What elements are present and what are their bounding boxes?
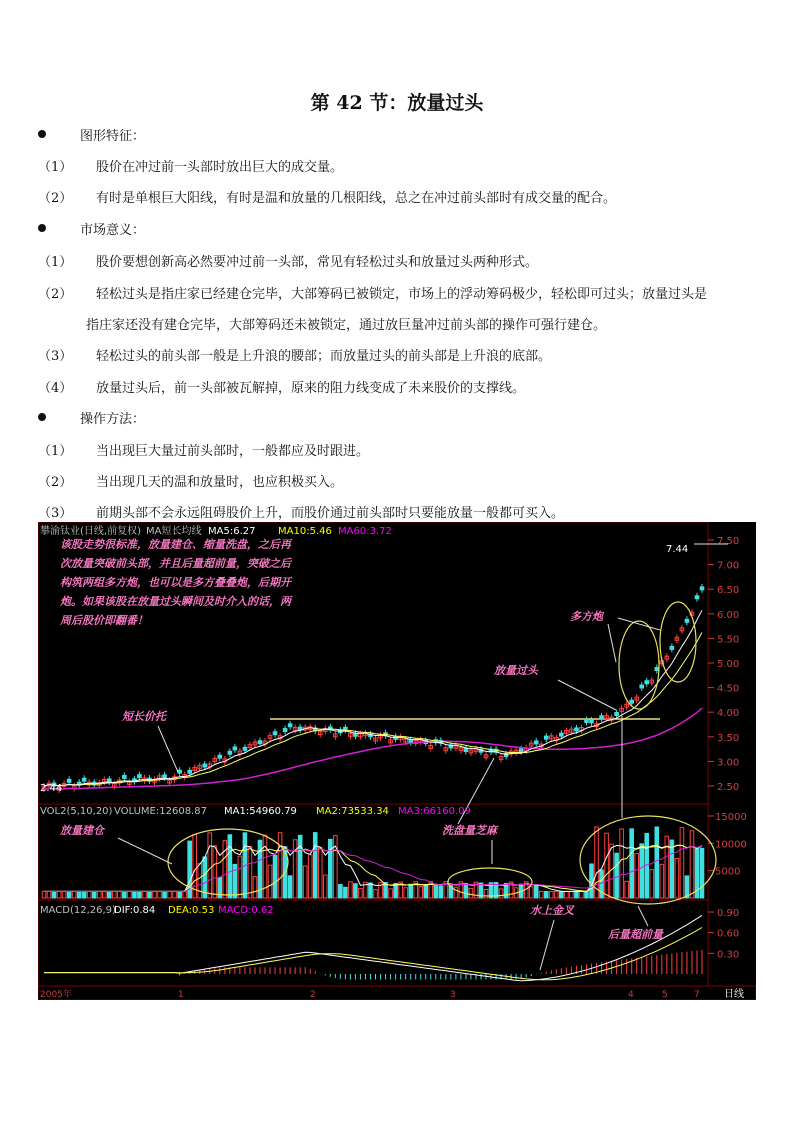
item-number: （1） <box>38 255 73 270</box>
candle-body <box>590 720 594 723</box>
macd-dea: DEA:0.53 <box>168 905 215 916</box>
candle-body <box>640 685 644 688</box>
stock-chart-svg <box>38 522 756 1000</box>
volume-bar <box>434 886 438 898</box>
item-number: （1） <box>38 444 73 459</box>
volume-bar <box>178 891 182 898</box>
price-tick-label: 5.50 <box>717 634 740 646</box>
volume-value: VOLUME:12608.87 <box>114 806 207 817</box>
item-number: （2） <box>38 475 73 490</box>
price-tick-label: 2.50 <box>717 782 740 793</box>
volume-bar <box>123 891 127 898</box>
volume-bar <box>92 891 96 898</box>
candle-body <box>123 775 127 778</box>
volume-bar <box>534 885 538 898</box>
volume-bar <box>424 885 428 898</box>
bullet-icon <box>38 130 46 138</box>
volume-bar <box>685 876 689 898</box>
vol-ma3: MA3:66160.09 <box>398 806 471 817</box>
volume-bar <box>228 835 232 898</box>
annotation-wash: 洗盘量芝麻 <box>442 824 497 837</box>
price-tick-label: 3.00 <box>717 757 740 769</box>
volume-bar <box>575 891 579 898</box>
volume-bar <box>67 891 71 898</box>
candle-body <box>534 741 538 744</box>
volume-bar <box>77 891 81 898</box>
price-tick-label: 4.50 <box>717 683 740 695</box>
candle-body <box>228 751 232 754</box>
candle-body <box>695 596 699 599</box>
volume-bar <box>354 884 358 898</box>
volume-bar <box>107 891 111 898</box>
period-label[interactable]: 日线 <box>724 989 744 1000</box>
annotation-later: 后量超前量 <box>608 928 663 941</box>
low-price-label: 2.44 <box>40 783 63 794</box>
candle-body <box>203 764 207 767</box>
candle-body <box>67 779 71 782</box>
section-heading: 操作方法： <box>80 412 146 427</box>
ma60-value: MA60:3.72 <box>338 526 392 537</box>
item-text: 轻松过头的前头部一般是上升浪的腰部；而放量过头的前头部是上升浪的底部。 <box>96 349 552 364</box>
candle-body <box>519 749 523 752</box>
page-title: 第 42 节：放量过头 <box>310 92 484 114</box>
volume-bar <box>273 855 277 898</box>
item-number: （2） <box>38 287 73 302</box>
item-text: 股价要想创新高必然要冲过前一头部，常见有轻松过头和放量过头两种形式。 <box>96 255 539 270</box>
annotation-line: 该股走势很标准，放量建仓、缩量洗盘，之后再 <box>60 538 291 551</box>
volume-bar <box>163 891 167 898</box>
section-heading: 图形特征： <box>80 129 146 144</box>
candle-body <box>288 724 292 727</box>
high-price-label: 7.44 <box>666 544 689 555</box>
candle-body <box>258 741 262 744</box>
candle-body <box>218 755 222 758</box>
volume-bar <box>655 827 659 898</box>
candle-body <box>685 619 689 622</box>
volume-tick-label: 5000 <box>715 866 741 878</box>
bullet-icon <box>38 413 46 421</box>
candle-body <box>630 700 634 703</box>
item-number: （3） <box>38 506 73 521</box>
candle-body <box>243 747 247 750</box>
item-number: （4） <box>38 381 73 396</box>
ma5-value: MA5:6.27 <box>208 526 256 537</box>
candle-body <box>585 720 589 723</box>
annotation-build: 放量建仓 <box>60 824 104 837</box>
macd-tick-label: 0.30 <box>717 949 740 961</box>
item-text: 股价在冲过前一头部时放出巨大的成交量。 <box>96 160 344 175</box>
item-number: （2） <box>38 191 73 206</box>
volume-bar <box>288 876 292 898</box>
price-tick-label: 7.00 <box>717 560 740 572</box>
price-tick-label: 3.50 <box>717 732 740 744</box>
price-tick-label: 6.00 <box>717 609 740 621</box>
macd-tick-label: 0.90 <box>717 908 740 919</box>
candle-body <box>600 716 604 719</box>
vol-ma2: MA2:73533.34 <box>316 806 389 817</box>
volume-bar <box>369 883 373 898</box>
candle-body <box>544 736 548 739</box>
candle-body <box>560 733 564 736</box>
volume-bar <box>52 891 56 898</box>
macd-dif: DIF:0.84 <box>114 905 156 916</box>
item-text: 前期头部不会永远阻碍股价上升，而股价通过前头部时只要能放量一般都可买入。 <box>96 506 565 521</box>
annotation-line: 炮。如果该股在放量过头瞬间及时介入的话，两 <box>60 595 291 608</box>
x-label: 3 <box>450 990 456 1000</box>
candle-body <box>615 713 619 716</box>
macd-label: MACD(12,26,9) <box>40 905 116 916</box>
volume-bar <box>585 891 589 898</box>
volume-bar <box>700 848 704 898</box>
candle-body <box>655 668 659 671</box>
volume-bar <box>464 884 468 898</box>
x-label-year: 2005年 <box>40 990 72 1000</box>
annotation-support: 短长价托 <box>122 710 166 723</box>
annotation-breakout: 放量过头 <box>494 664 538 677</box>
volume-bar <box>298 835 302 898</box>
item-text: 当出现几天的温和放量时，也应积极买入。 <box>96 475 344 490</box>
ma-label: MA短长均线 <box>146 526 202 537</box>
volume-bar <box>313 833 317 898</box>
candle-body <box>670 646 674 649</box>
annotation-cross: 水上金叉 <box>530 904 574 917</box>
volume-tick-label: 10000 <box>715 839 747 851</box>
candle-body <box>283 729 287 732</box>
x-label: 2 <box>310 990 316 1000</box>
macd-tick-label: 0.60 <box>717 928 740 940</box>
item-text: 当出现巨大量过前头部时，一般都应及时跟进。 <box>96 444 370 459</box>
item-text-continued: 指庄家还没有建仓完毕，大部筹码还未被锁定，通过放巨量冲过前头部的操作可强行建仓。 <box>86 318 607 333</box>
price-tick-label: 6.50 <box>717 585 740 597</box>
section-heading: 市场意义： <box>80 223 146 238</box>
price-tick-label: 4.00 <box>717 708 740 720</box>
volume-bar <box>329 839 333 898</box>
volume-bar <box>138 891 142 898</box>
vol-label: VOL2(5,10,20) <box>40 806 113 817</box>
item-text: 放量过头后，前一头部被瓦解掉，原来的阻力线变成了未来股价的支撑线。 <box>96 381 526 396</box>
vol-ma1: MA1:54960.79 <box>224 806 297 817</box>
volume-bar <box>615 853 619 898</box>
x-label: 7 <box>694 990 700 1000</box>
price-tick-label: 5.00 <box>717 659 740 670</box>
volume-bar <box>409 884 413 898</box>
volume-bar <box>640 844 644 898</box>
annotation-line: 构筑两组多方炮，也可以是多方叠叠炮，后期开 <box>60 576 291 589</box>
volume-bar <box>344 887 348 898</box>
item-text: 有时是单根巨大阳线，有时是温和放量的几根阳线，总之在冲过前头部时有成交量的配合。 <box>96 191 617 206</box>
volume-bar <box>630 829 634 898</box>
candle-body <box>188 770 192 773</box>
volume-bar <box>133 891 137 898</box>
candle-body <box>700 587 704 590</box>
x-label: 5 <box>662 990 668 1000</box>
volume-bar <box>148 891 152 898</box>
volume-bar <box>82 891 86 898</box>
item-text: 轻松过头是指庄家已经建仓完毕，大部筹码已被锁定，市场上的浮动筹码极少，轻松即可过头；放量过头是 <box>96 287 708 302</box>
candle-body <box>163 775 167 778</box>
item-number: （1） <box>38 160 73 175</box>
annotation-line: 次放量突破前头部，并且后量超前量，突破之后 <box>60 557 291 570</box>
volume-bar <box>560 891 564 898</box>
annotation-bull: 多方炮 <box>570 610 603 623</box>
candle-body <box>107 779 111 782</box>
candle-body <box>645 681 649 684</box>
candle-body <box>82 778 86 781</box>
x-label: 1 <box>178 990 184 1000</box>
item-number: （3） <box>38 349 73 364</box>
ma10-value: MA10:5.46 <box>278 526 332 537</box>
bullet-icon <box>38 224 46 232</box>
candle-body <box>464 749 468 752</box>
volume-bar <box>590 864 594 898</box>
volume-tick-label: 15000 <box>715 812 747 823</box>
candle-body <box>575 728 579 731</box>
annotation-line: 周后股价即翻番！ <box>60 614 148 627</box>
volume-bar <box>544 891 548 898</box>
stock-chart <box>38 522 756 1000</box>
volume-bar <box>439 886 443 898</box>
volume-bar <box>339 885 343 898</box>
stock-name: 攀渝钛业(日线,前复权) <box>40 526 141 537</box>
volume-bar <box>670 840 674 898</box>
macd-value: MACD:0.62 <box>218 905 274 916</box>
x-label: 4 <box>628 990 634 1000</box>
price-tick-label: 7.50 <box>717 536 740 547</box>
candle-body <box>138 775 142 778</box>
candle-body <box>233 747 237 750</box>
candle-body <box>273 732 277 735</box>
